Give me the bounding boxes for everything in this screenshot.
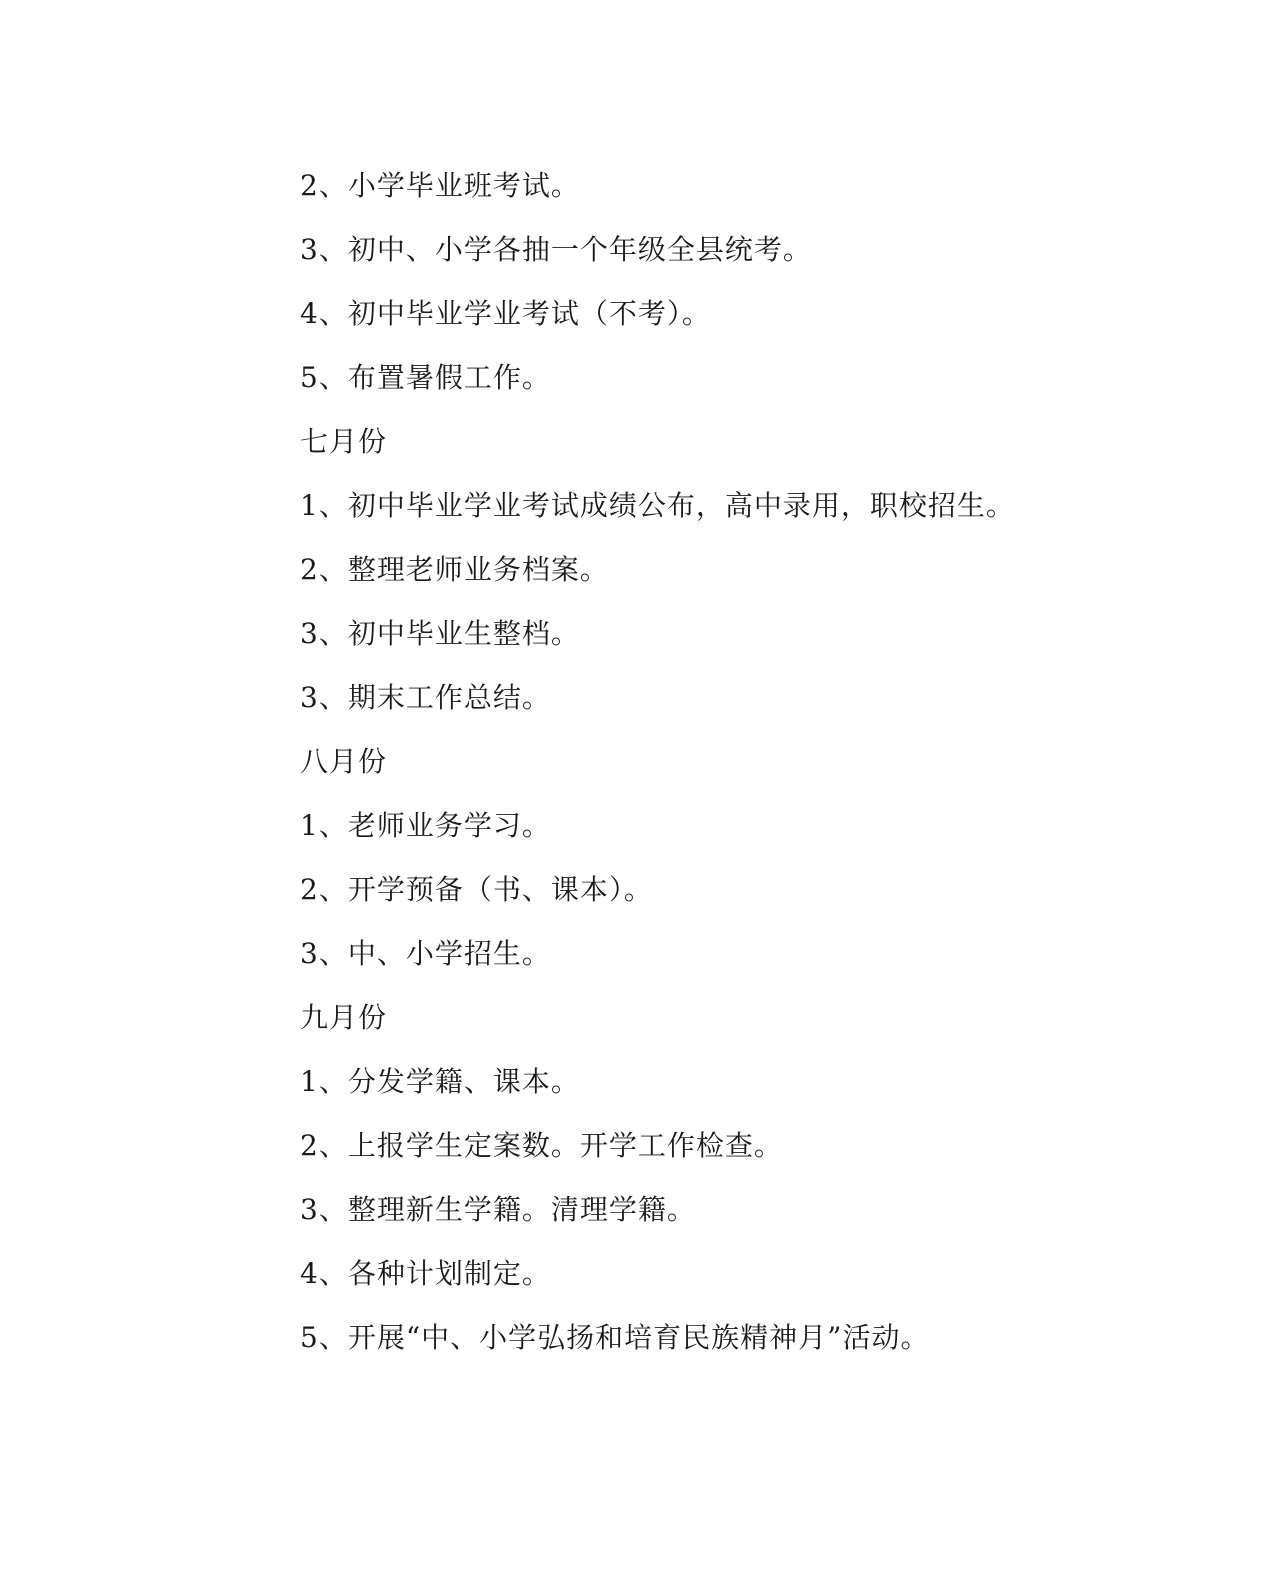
list-item-september-2: 2、上报学生定案数。开学工作检查。 bbox=[300, 1129, 783, 1162]
list-item-july-2: 2、整理老师业务档案。 bbox=[300, 553, 609, 586]
month-heading-august: 八月份 bbox=[300, 745, 388, 778]
list-item-august-3: 3、中、小学招生。 bbox=[300, 937, 551, 970]
list-item-june-5: 5、布置暑假工作。 bbox=[300, 361, 551, 394]
month-heading-september: 九月份 bbox=[300, 1001, 388, 1034]
month-heading-july: 七月份 bbox=[300, 425, 388, 458]
list-item-september-1: 1、分发学籍、课本。 bbox=[300, 1065, 580, 1098]
list-item-june-4: 4、初中毕业学业考试（不考）。 bbox=[300, 297, 711, 330]
list-item-july-4: 3、期末工作总结。 bbox=[300, 681, 551, 714]
document-body bbox=[300, 154, 1100, 1370]
list-item-september-5: 5、开展“中、小学弘扬和培育民族精神月”活动。 bbox=[300, 1321, 930, 1354]
list-item-june-3: 3、初中、小学各抽一个年级全县统考。 bbox=[300, 233, 812, 266]
list-item-september-4: 4、各种计划制定。 bbox=[300, 1257, 551, 1290]
list-item-july-1: 1、初中毕业学业考试成绩公布，高中录用，职校招生。 bbox=[300, 489, 1015, 522]
list-item-august-1: 1、老师业务学习。 bbox=[300, 809, 551, 842]
list-item-june-2: 2、小学毕业班考试。 bbox=[300, 169, 580, 202]
list-item-september-3: 3、整理新生学籍。清理学籍。 bbox=[300, 1193, 696, 1226]
list-item-july-3: 3、初中毕业生整档。 bbox=[300, 617, 580, 650]
list-item-august-2: 2、开学预备（书、课本）。 bbox=[300, 873, 653, 906]
